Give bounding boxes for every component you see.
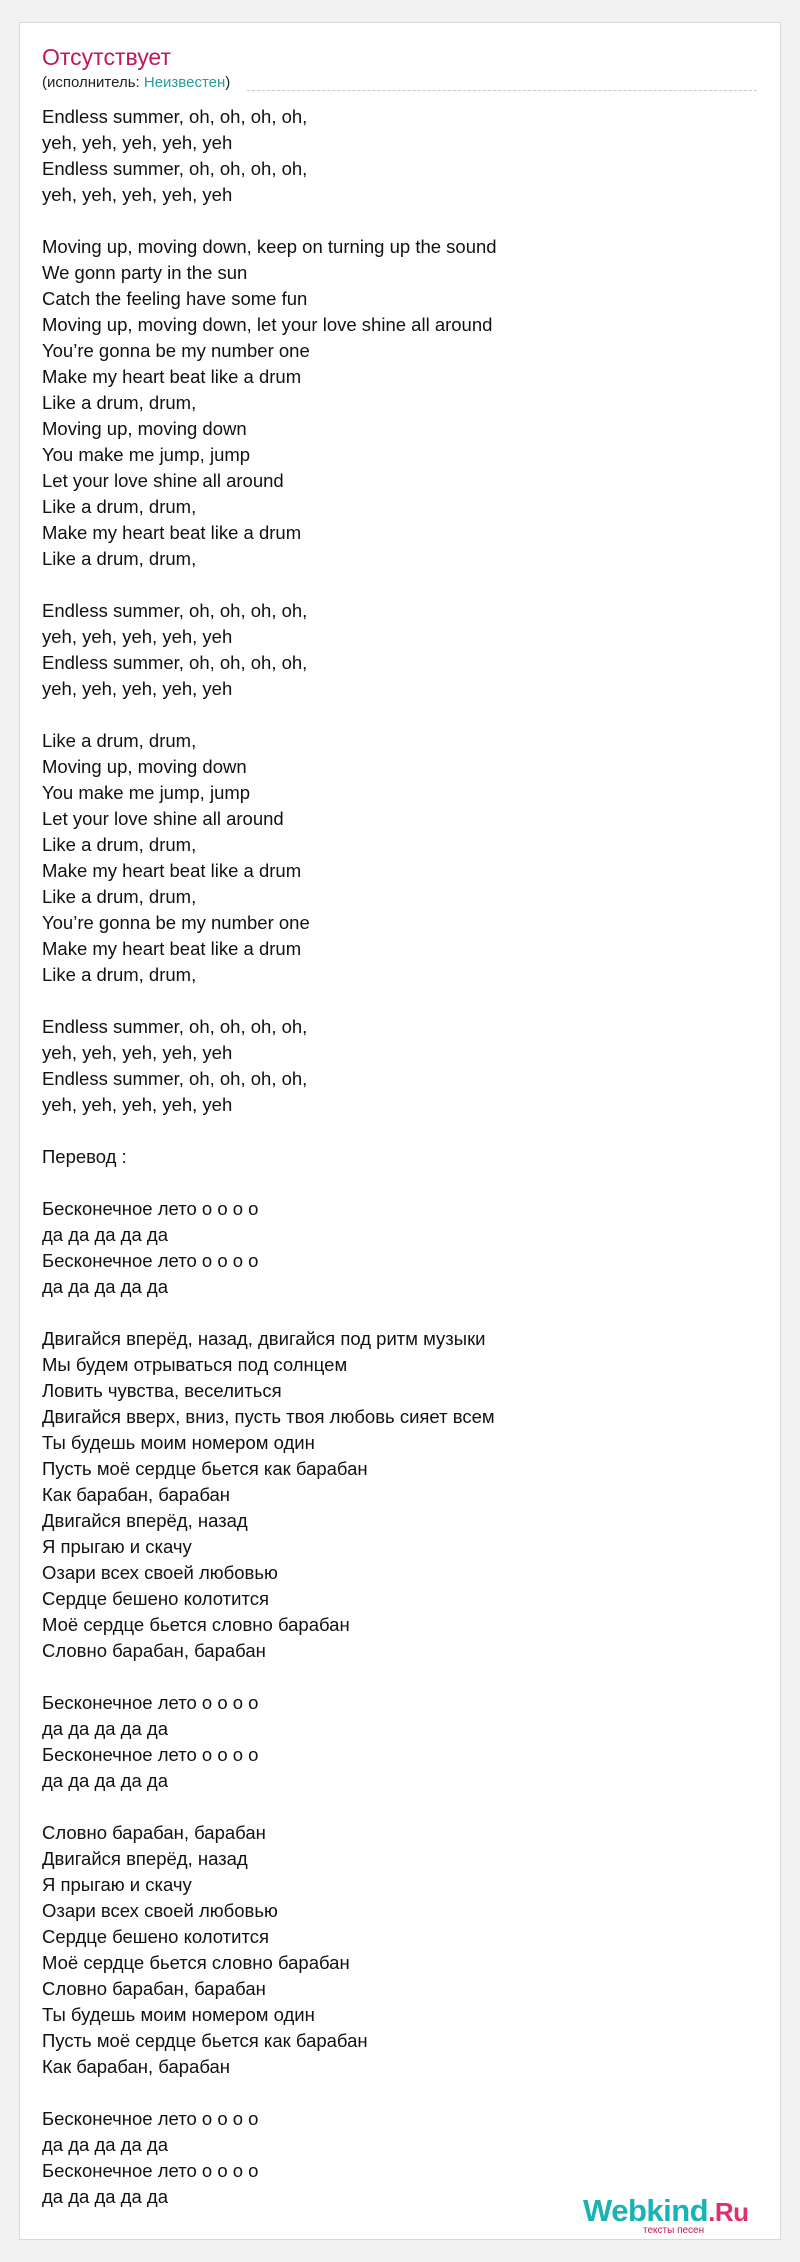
lyric-line: Бесконечное лето о о о о: [42, 1692, 259, 1713]
lyric-line: Like a drum, drum,: [42, 496, 197, 517]
lyric-line: Двигайся вперёд, назад: [42, 1510, 248, 1531]
stanza-break: [42, 1170, 742, 1196]
lyric-line: Moving up, moving down, let your love shine all around: [42, 314, 493, 335]
lyric-line: Endless summer, oh, oh, oh, oh,: [42, 158, 308, 179]
logo-tagline: тексты песен: [643, 2225, 705, 2236]
lyric-line: Moving up, moving down: [42, 418, 247, 439]
lyric-line: Я прыгаю и скачу: [42, 1536, 192, 1557]
lyric-line: да да да да да: [42, 2186, 168, 2207]
artist-link[interactable]: Неизвестен: [143, 74, 226, 91]
lyric-line: Бесконечное лето о о о о: [42, 2160, 259, 2181]
header-divider: [247, 90, 757, 91]
lyric-line: Like a drum, drum,: [42, 964, 197, 985]
lyric-line: Словно барабан, барабан: [42, 1978, 266, 1999]
lyric-line: Endless summer, oh, oh, oh, oh,: [42, 106, 308, 127]
logo-wordmark: [583, 2194, 749, 2229]
lyric-line: Moving up, moving down, keep on turning up the sound: [42, 236, 497, 257]
lyric-line: Make my heart beat like a drum: [42, 860, 302, 881]
lyric-line: Let your love shine all around: [42, 808, 284, 829]
lyric-line: да да да да да: [42, 1276, 168, 1297]
stanza-break: [42, 1118, 742, 1144]
lyric-line: Мы будем отрываться под солнцем: [42, 1354, 348, 1375]
stanza-break: [42, 1300, 742, 1326]
lyric-line: Ты будешь моим номером один: [42, 2004, 315, 2025]
lyric-line: Моё сердце бьется словно барабан: [42, 1952, 350, 1973]
lyric-line: Ты будешь моим номером один: [42, 1432, 315, 1453]
artist-prefix: (исполнитель:: [42, 74, 144, 91]
lyric-line: Бесконечное лето о о о о: [42, 1744, 259, 1765]
lyric-line: Ловить чувства, веселиться: [42, 1380, 282, 1401]
stanza-break: [42, 2080, 742, 2106]
lyric-line: Как барабан, барабан: [42, 1484, 231, 1505]
stanza-break: [42, 702, 742, 728]
lyric-line: Endless summer, oh, oh, oh, oh,: [42, 1016, 308, 1037]
lyric-line: Make my heart beat like a drum: [42, 938, 302, 959]
lyric-line: yeh, yeh, yeh, yeh, yeh: [42, 132, 233, 153]
song-title: Отсутствует: [42, 44, 171, 70]
lyric-line: yeh, yeh, yeh, yeh, yeh: [42, 678, 233, 699]
lyric-line: Endless summer, oh, oh, oh, oh,: [42, 652, 308, 673]
lyric-line: yeh, yeh, yeh, yeh, yeh: [42, 626, 233, 647]
lyric-line: Двигайся вперёд, назад, двигайся под ритм музыки: [42, 1328, 486, 1349]
lyric-line: да да да да да: [42, 1224, 168, 1245]
lyric-line: You make me jump, jump: [42, 782, 251, 803]
lyric-line: Бесконечное лето о о о о: [42, 2108, 259, 2129]
lyric-line: Like a drum, drum,: [42, 548, 197, 569]
webkind-logo[interactable]: [583, 2194, 773, 2234]
logo-brand: Webkind: [583, 2193, 709, 2228]
lyric-line: да да да да да: [42, 1770, 168, 1791]
lyric-line: Moving up, moving down: [42, 756, 247, 777]
lyric-line: Я прыгаю и скачу: [42, 1874, 192, 1895]
lyric-line: You make me jump, jump: [42, 444, 251, 465]
lyric-line: Сердце бешено колотится: [42, 1588, 269, 1609]
lyric-line: yeh, yeh, yeh, yeh, yeh: [42, 1094, 233, 1115]
lyric-line: да да да да да: [42, 2134, 168, 2155]
lyric-line: Бесконечное лето о о о о: [42, 1250, 259, 1271]
logo-domain: .Ru: [708, 2197, 749, 2227]
lyric-line: Бесконечное лето о о о о: [42, 1198, 259, 1219]
lyric-line: Endless summer, oh, oh, oh, oh,: [42, 1068, 308, 1089]
lyric-line: Like a drum, drum,: [42, 834, 197, 855]
lyric-line: Make my heart beat like a drum: [42, 522, 302, 543]
lyric-line: Like a drum, drum,: [42, 886, 197, 907]
stanza-break: [42, 208, 742, 234]
lyric-line: Двигайся вперёд, назад: [42, 1848, 248, 1869]
lyric-line: Make my heart beat like a drum: [42, 366, 302, 387]
stanza-break: [42, 1664, 742, 1690]
lyric-line: Словно барабан, барабан: [42, 1640, 266, 1661]
lyric-line: Like a drum, drum,: [42, 730, 197, 751]
lyric-line: Двигайся вверх, вниз, пусть твоя любовь сияет всем: [42, 1406, 495, 1427]
lyric-line: You’re gonna be my number one: [42, 912, 310, 933]
lyric-line: Моё сердце бьется словно барабан: [42, 1614, 350, 1635]
stanza-break: [42, 988, 742, 1014]
lyric-line: Like a drum, drum,: [42, 392, 197, 413]
artist-suffix: ): [225, 74, 231, 91]
stanza-break: [42, 572, 742, 598]
lyric-line: Озари всех своей любовью: [42, 1562, 278, 1583]
lyric-line: Let your love shine all around: [42, 470, 284, 491]
lyric-line: Пусть моё сердце бьется как барабан: [42, 2030, 368, 2051]
lyric-line: Catch the feeling have some fun: [42, 288, 308, 309]
lyric-line: Озари всех своей любовью: [42, 1900, 278, 1921]
lyric-line: We gonn party in the sun: [42, 262, 248, 283]
lyric-line: yeh, yeh, yeh, yeh, yeh: [42, 1042, 233, 1063]
lyric-line: Как барабан, барабан: [42, 2056, 231, 2077]
lyric-line: да да да да да: [42, 1718, 168, 1739]
stanza-break: [42, 1794, 742, 1820]
lyric-line: Сердце бешено колотится: [42, 1926, 269, 1947]
artist-line: [42, 74, 230, 92]
lyric-line: You’re gonna be my number one: [42, 340, 310, 361]
lyric-line: Endless summer, oh, oh, oh, oh,: [42, 600, 308, 621]
lyric-line: Перевод :: [42, 1146, 127, 1167]
lyrics-text: [42, 104, 742, 2210]
lyric-line: Пусть моё сердце бьется как барабан: [42, 1458, 368, 1479]
lyric-line: Словно барабан, барабан: [42, 1822, 266, 1843]
lyric-line: yeh, yeh, yeh, yeh, yeh: [42, 184, 233, 205]
